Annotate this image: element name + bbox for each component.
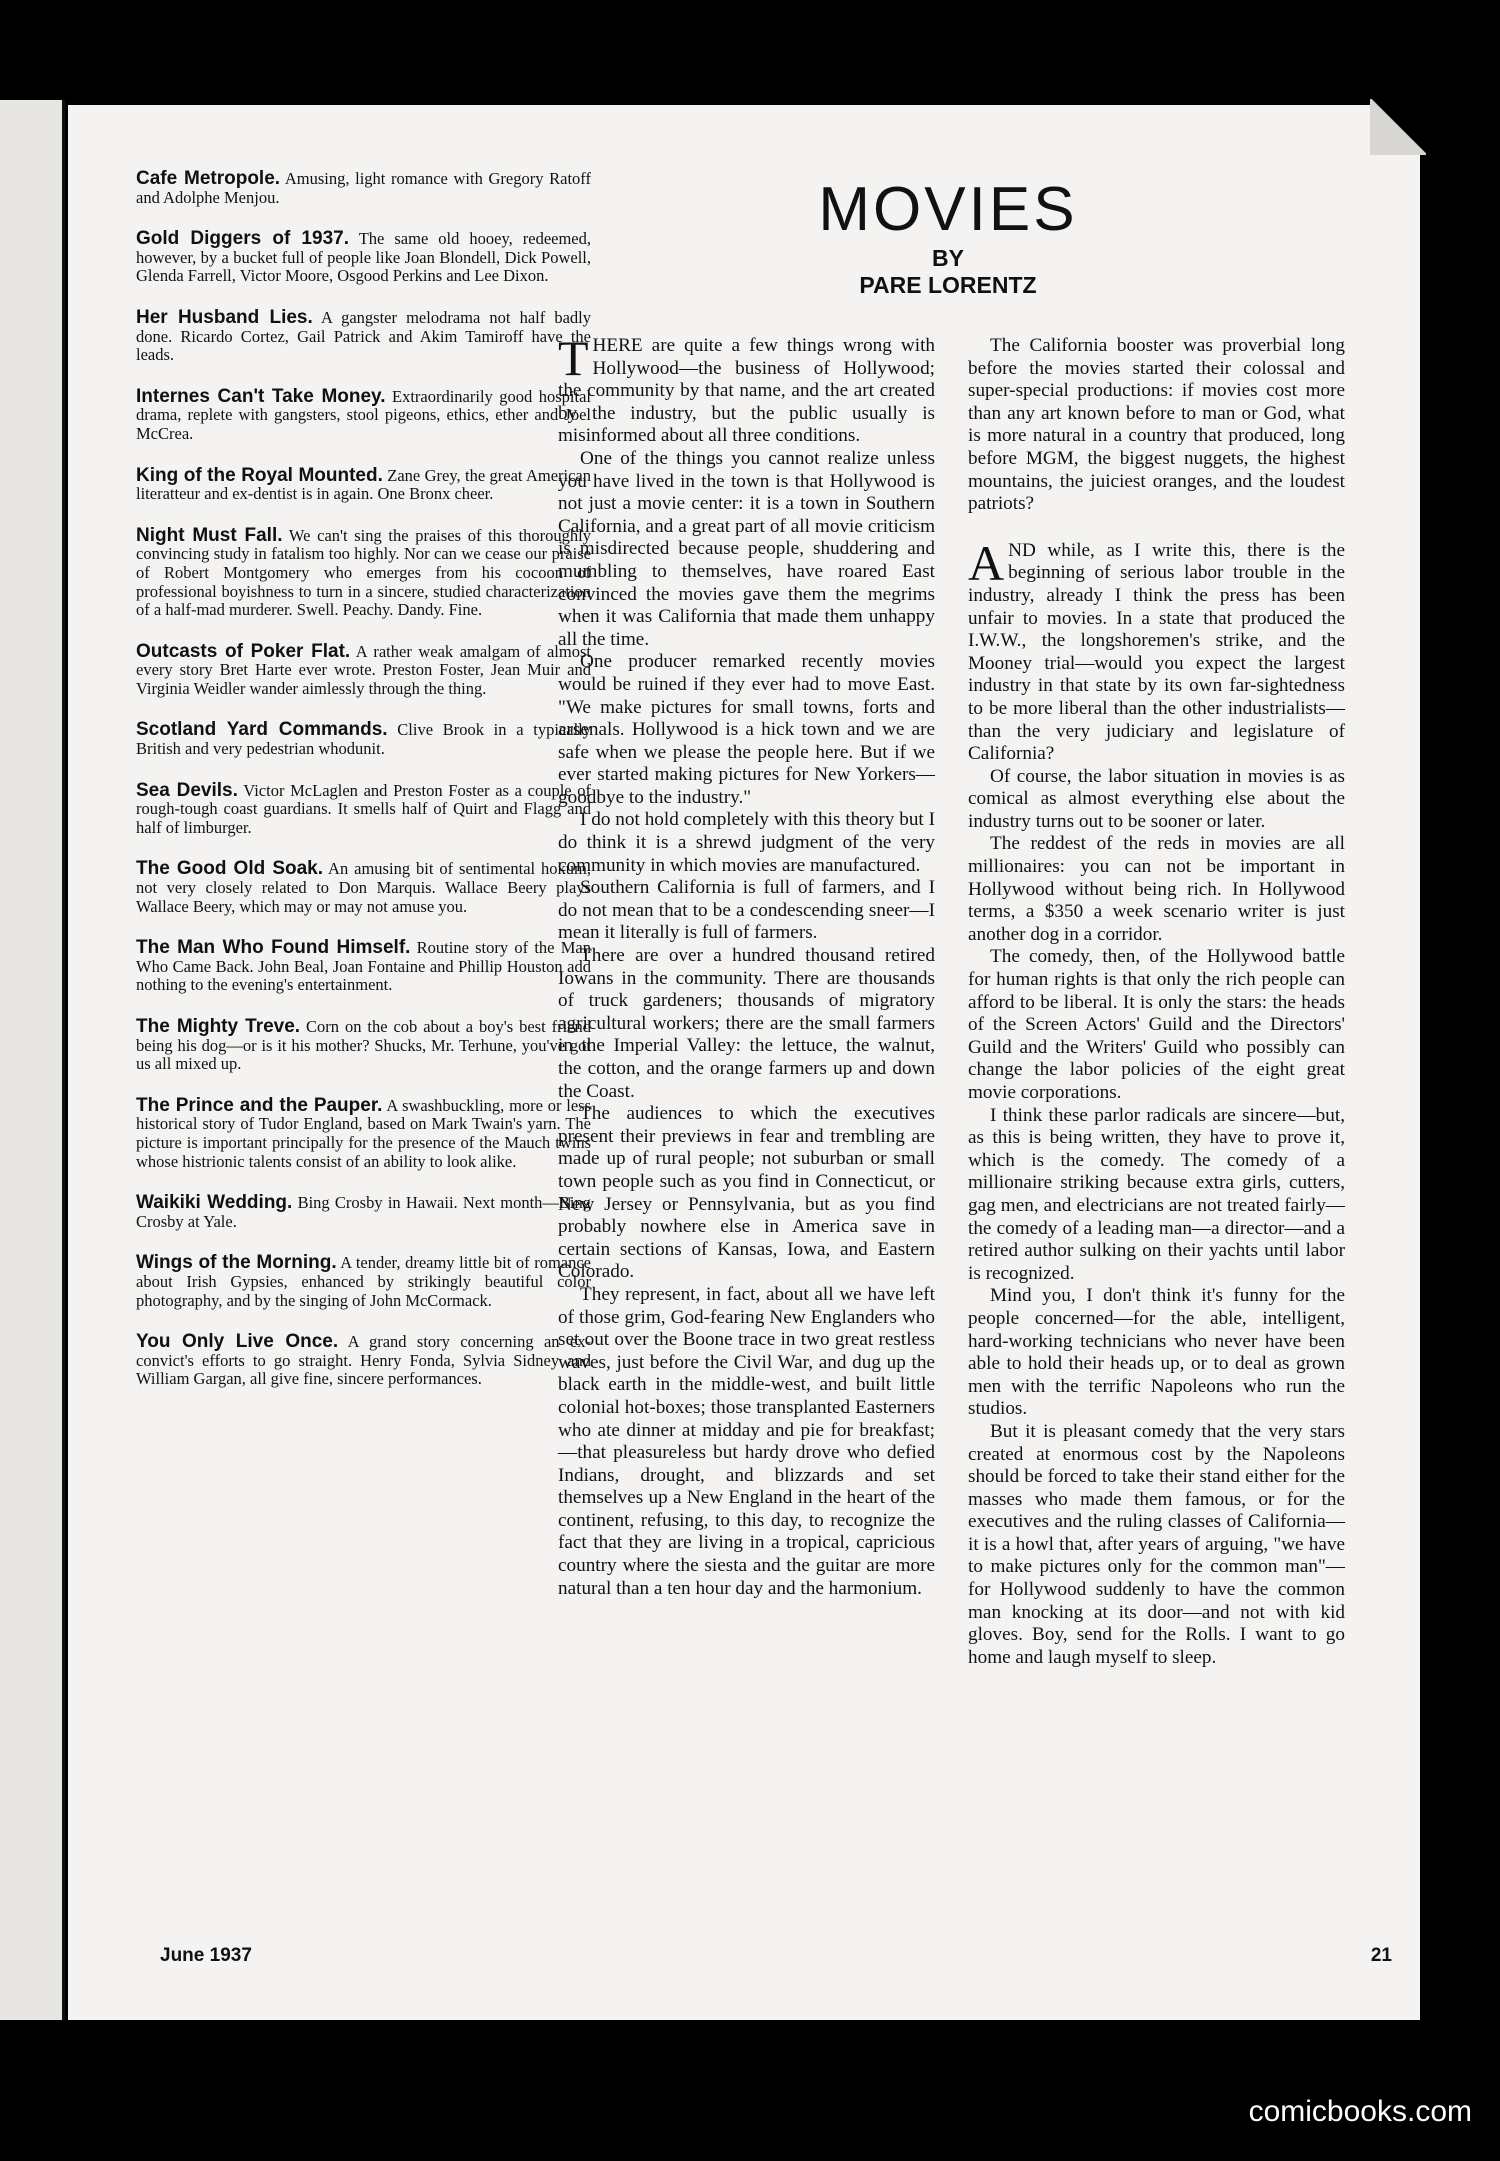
review-title: The Good Old Soak. <box>136 858 324 880</box>
review-item <box>136 1094 591 1171</box>
magazine-page <box>68 105 1420 2020</box>
article-paragraph: I do not hold completely with this theory but I do think it is a shrewd judgment of the very community in which movies are manufactured. <box>558 809 935 876</box>
review-text: A swashbuckling, more or less historical story of Tudor England, based on Mark Twain's yarn. The picture is important principally for the presence of the Mauch twins whose histrionic talents consist of an ability to look alike. <box>136 1095 591 1171</box>
review-item <box>136 385 591 444</box>
byline-author: PARE LORENTZ <box>859 272 1037 298</box>
review-text: We can't sing the praises of this thoroughly convincing study in fatalism too highly. Nor can we cease our praise of Robert Montgomery who emerges from his cocoon of professional boyishness to turn in a sincere, studied characterization of a half-mad murderer. Swell. Peachy. Dandy. Fine. <box>136 525 592 620</box>
review-text: Victor McLaglen and Preston Foster as a couple of rough-tough coast guardians. It smells half of Quirt and Flagg and half of limburger. <box>136 780 592 837</box>
review-title: Gold Diggers of 1937. <box>136 228 349 250</box>
review-column <box>136 170 591 1412</box>
article-paragraph: But it is pleasant comedy that the very stars created at enormous cost by the Napoleons should be forced to take their stand either for the masses who made them famous, or for the executives and the ruling classes of California—it is a howl that, after years of arguing, "we have to make pictures only for the common man"—for Hollywood suddenly to have the common man knocking at its door—and not with kid gloves. Boy, send for the Rolls. I want to go home and laugh myself to sleep. <box>968 1420 1345 1668</box>
article-paragraph: The reddest of the reds in movies are all millionaires: you can not be important in Hollywood without being rich. In Hollywood terms, a $350 a week scenario writer is just another dog in a corridor. <box>968 833 1345 945</box>
drop-cap: A <box>968 534 1005 591</box>
article-paragraph <box>968 534 1345 766</box>
review-text: A grand story concerning an ex-convict's efforts to go straight. Henry Fonda, Sylvia Sidney and William Gargan, all give fine, sincere performances. <box>136 1332 592 1389</box>
review-item <box>136 170 591 207</box>
review-text: A rather weak amalgam of almost every story Bret Harte ever wrote. Preston Foster, Jean Muir and Virginia Weidler wander aimlessly through the thing. <box>136 641 591 698</box>
article-paragraph <box>558 330 935 448</box>
review-title: The Prince and the Pauper. <box>136 1094 383 1116</box>
site-watermark: comicbooks.com <box>1248 2095 1472 2128</box>
article-paragraph: The California booster was proverbial long before the movies started their colossal and super-special productions: if movies cost more than any art known before to man or God, what is more natural in a country that produced, long before MGM, the biggest nuggets, the highest mountains, the juiciest oranges, and the loudest patriots? <box>968 335 1345 515</box>
review-item <box>136 939 591 995</box>
review-title: The Mighty Treve. <box>136 1016 301 1037</box>
review-title: Wings of the Morning. <box>136 1252 337 1274</box>
byline-by: BY <box>932 245 964 271</box>
review-item <box>136 860 591 916</box>
review-text: Zane Grey, the great American literatteur and ex-dentist is in again. One Bronx cheer. <box>136 465 592 504</box>
review-item <box>136 1333 591 1389</box>
review-text: Clive Brook in a typically British and very pedestrian whodunit. <box>136 720 591 759</box>
article-paragraph: They represent, in fact, about all we have left of those grim, God-fearing New Englanders who set out over the Boone trace in two great restless waves, just before the Civil War, and dug up the black earth in the middle-west, and built little colonial hot-boxes; those transplanted Easterners who ate dinner at midday and pie for breakfast;—that pleasureless but hardy drove who defied Indians, drought, and blizzards and set themselves up a New England in the heart of the continent, refusing, to this day, to recognize the fact that they are living in a tropical, capricious country where the siesta and the guitar are more natural than a ten hour day and the harmonium. <box>558 1283 935 1599</box>
review-title: Night Must Fall. <box>136 524 283 546</box>
review-title: You Only Live Once. <box>136 1331 339 1353</box>
article-column-2 <box>968 335 1345 1669</box>
review-item <box>136 1018 591 1074</box>
review-item <box>136 1254 591 1310</box>
article-paragraph: Southern California is full of farmers, and I do not mean that to be a condescending sneer—I mean it literally is full of farmers. <box>558 877 935 944</box>
article-title: MOVIES <box>818 175 1078 244</box>
review-item <box>136 721 591 758</box>
review-item <box>136 524 592 620</box>
review-text: Corn on the cob about a boy's best friend being his dog—or is it his mother? Shucks, Mr. Terhune, you've got us all mixed up. <box>136 1017 592 1074</box>
review-item <box>136 1194 591 1231</box>
review-text: Extraordinarily good hospital drama, replete with gangsters, stool pigeons, ethics, ether and Joel McCrea. <box>136 386 591 443</box>
review-text: The same old hooey, redeemed, however, by a bucket full of people like Joan Blondell, Dick Powell, Glenda Farrell, Victor Moore, Osgood Perkins and Lee Dixon. <box>136 229 592 286</box>
article-paragraph: The audiences to which the executives present their previews in fear and trembling are made up of rural people; not suburban or small town people such as you find in Connecticut, or New Jersey or Pennsylvania, but as you find probably nowhere else in America save in certain sections of Kansas, Iowa, and Eastern Colorado. <box>558 1103 935 1283</box>
article-paragraph: Mind you, I don't think it's funny for the people concerned—for the able, intelligent, hard-working technicians who never have been able to hold their heads up, or to deal as grown men with the terrific Napoleons who run the studios. <box>968 1285 1345 1420</box>
article-column-1 <box>558 330 935 1600</box>
paragraph-text: ND while, as I write this, there is the beginning of serious labor trouble in the industry, already I think the press has been unfair to movies. In a state that produced the I.W.W., the longshoremen's strike, and the Mooney trial—would you expect the largest industry in that state by its own far-sightedness to be more liberal than the other industrialists—than the very judiciary and legislature of California? <box>968 539 1345 765</box>
review-text: Bing Crosby in Hawaii. Next month—Bing Crosby at Yale. <box>136 1193 591 1231</box>
page-corner-fold <box>1370 99 1426 155</box>
article-byline <box>688 245 1208 299</box>
review-title: Sea Devils. <box>136 779 238 801</box>
drop-cap: T <box>558 330 589 386</box>
article-paragraph: One of the things you cannot realize unless you have lived in the town is that Hollywood is not just a movie center: it is a town in Southern California, and a great part of all movie criticism is misdirected because people, shuddering and mumbling to themselves, have roared East convinced the movies gave them the megrims when it was California that made them unhappy all the time. <box>558 447 935 650</box>
review-text: Amusing, light romance with Gregory Ratoff and Adolphe Menjou. <box>136 169 591 207</box>
review-text: A tender, dreamy little bit of romance about Irish Gypsies, enhanced by strikingly beautiful color photography, and by the singing of John McCormack. <box>136 1253 592 1310</box>
review-item <box>136 640 591 699</box>
review-title: King of the Royal Mounted. <box>136 464 383 486</box>
previous-page-edge <box>0 100 65 2020</box>
review-title: Her Husband Lies. <box>136 306 313 328</box>
review-title: Cafe Metropole. <box>136 168 281 189</box>
review-title: Outcasts of Poker Flat. <box>136 640 351 662</box>
article-paragraph: There are over a hundred thousand retired Iowans in the community. There are thousands of truck gardeners; thousands of migratory agricultural workers; there are the small farmers in the Imperial Valley: the lettuce, the walnut, the cotton, and the orange farmers up and down the Coast. <box>558 945 935 1102</box>
article-paragraph: I think these parlor radicals are sincere—but, as this is being written, they have to prove it, which is the comedy. The comedy of a millionaire striking because extra girls, cutters, gag men, and electricians are not treated fairly—the comedy of a leading man—a director—and a retired author sulking on their yachts until labor is recognized. <box>968 1104 1345 1284</box>
review-item <box>136 306 592 365</box>
review-text: An amusing bit of sentimental hokum, not very closely related to Don Marquis. Wallace Beery plays Wallace Beery, which may or may not amuse you. <box>136 859 591 916</box>
review-title: Scotland Yard Commands. <box>136 719 388 741</box>
review-item <box>136 230 591 286</box>
review-title: Waikiki Wedding. <box>136 1192 293 1214</box>
article-paragraph: One producer remarked recently movies would be ruined if they ever had to move East. "We make pictures for small towns, forts and arsenals. Hollywood is a hick town and we are safe when we please the people here. But if we ever started making pictures for New Yorkers—goodbye to the industry." <box>558 651 935 808</box>
page-number: 21 <box>1370 1945 1392 1966</box>
review-title: The Man Who Found Himself. <box>136 937 411 959</box>
issue-date: June 1937 <box>160 1945 252 1966</box>
review-item <box>136 464 592 504</box>
paragraph-text: HERE are quite a few things wrong with Hollywood—the business of Hollywood; the community by that name, and the art created by the industry, but the public usually is misinformed about all three conditions. <box>558 335 935 447</box>
review-item <box>136 779 592 838</box>
review-title: Internes Can't Take Money. <box>136 385 386 407</box>
article-paragraph: Of course, the labor situation in movies is as comical as almost everything else about the industry turns out to be sooner or later. <box>968 765 1345 832</box>
article-paragraph: The comedy, then, of the Hollywood battle for human rights is that only the rich people can afford to be liberal. It is only the stars: the heads of the Screen Actors' Guild and the Directors' Guild and the Writers' Guild who possibly can change the labor policies of the eight great movie corporations. <box>968 946 1345 1103</box>
review-text: Routine story of the Man Who Came Back. John Beal, Joan Fontaine and Phillip Houston add nothing to the evening's entertainment. <box>136 938 591 995</box>
review-text: A gangster melodrama not half badly done. Ricardo Cortez, Gail Patrick and Akim Tamiroff have the leads. <box>136 307 592 365</box>
